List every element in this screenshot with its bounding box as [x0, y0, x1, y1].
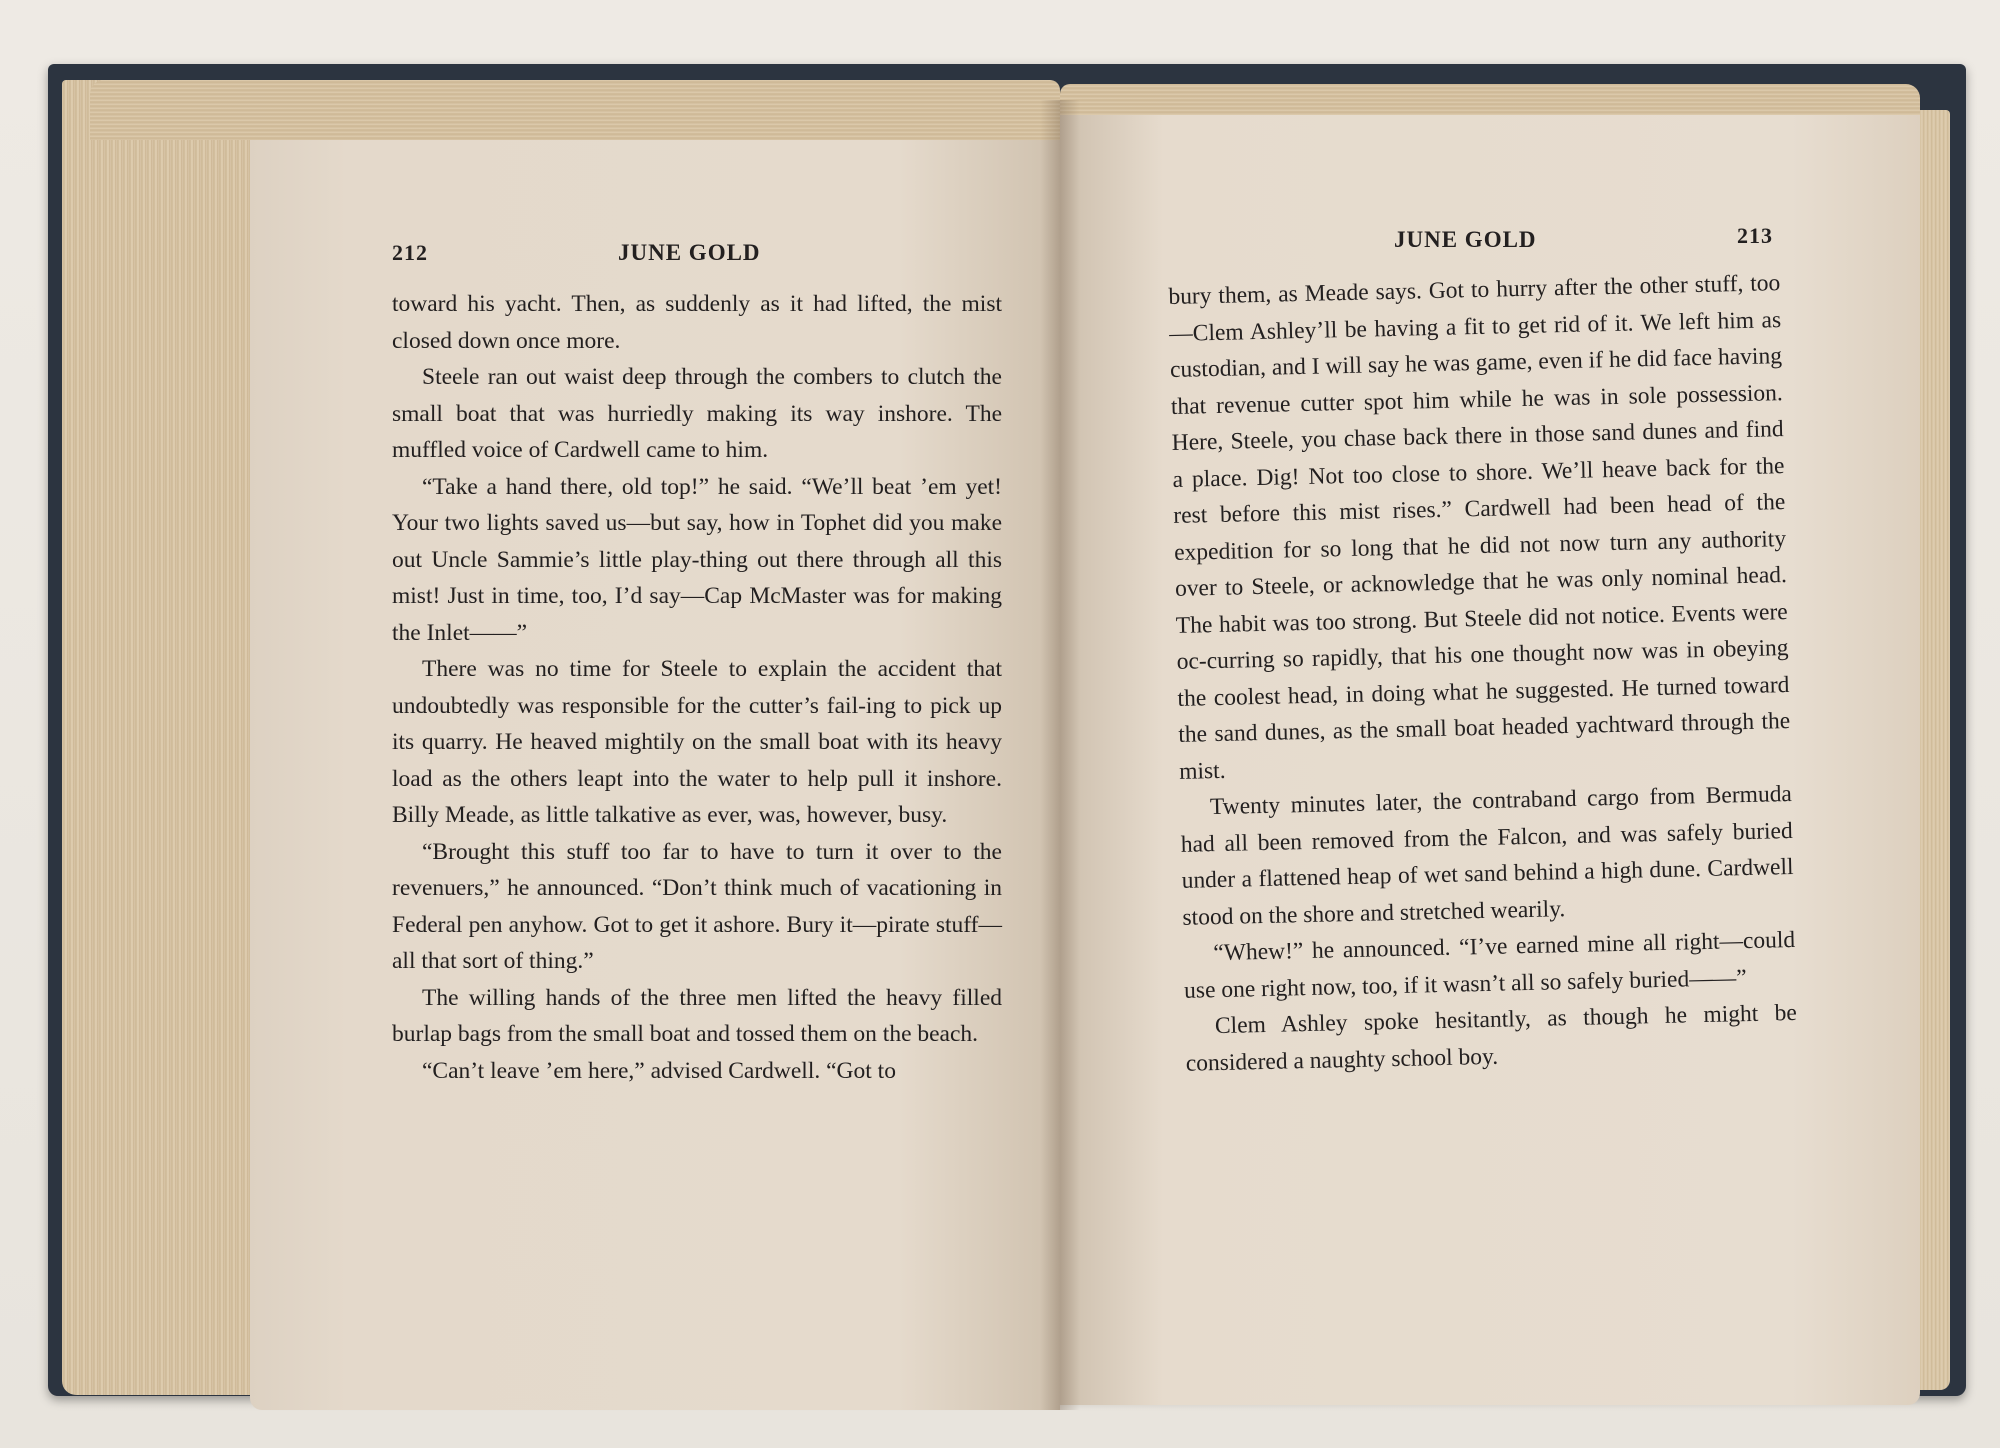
paragraph: Clem Ashley spoke hesitantly, as though he might be considered a naughty school boy.: [1185, 999, 1798, 1077]
right-page-number: 213: [1737, 223, 1773, 248]
paragraph: “Take a hand there, old top!” he said. “We’ll beat ’em yet! Your two lights saved us—but say, how in Tophet did you make out Uncle Sammie’s little play-thing out there through all this mist! Just in time, too, I’d say—Cap McMaster was for making the Inlet——”: [392, 473, 1002, 646]
left-running-head: JUNE GOLD: [618, 240, 761, 265]
page-top-edge-right: [1060, 84, 1920, 118]
paragraph: “Brought this stuff too far to have to turn it over to the revenuers,” he announced. “Don’t think much of vacationing in Federal pen anyhow. Got to get it ashore. Bury it—pirate stuff—all that sort of thing.”: [392, 838, 1002, 974]
left-page-text: [392, 286, 1002, 1089]
right-page: [1060, 115, 1920, 1405]
paragraph: There was no time for Steele to explain the accident that undoubtedly was responsible for the cutter’s fail-ing to pick up its quarry. He heaved mightily on the small boat with its heavy load as the others leapt into the water to help pull it inshore. Billy Meade, as little talkative as ever, was, however, busy.: [392, 656, 1002, 828]
page-block-edge-left: [62, 80, 262, 1395]
paragraph: bury them, as Meade says. Got to hurry after the other stuff, too—Clem Ashley’ll be having a fit to get rid of it. We left him as custodian, and I will say he was game, even if he did face having that revenue cutter spot him while he was in sole possession. Here, Steele, you chase back there in those sand dunes and find a place. Dig! Not too close to shore. We’ll heave back for the rest before this mist rises.” Cardwell had been head of the expedition for so long that he did not now turn any authority over to Steele, or acknowledge that he was only nominal head. The habit was too strong. But Steele did not notice. Events were oc-curring so rapidly, that his one thought now was in obeying the coolest head, in doing what he suggested. He turned toward the sand dunes, as the small boat headed yachtward through the mist.: [1168, 270, 1791, 785]
paragraph: Twenty minutes later, the contraband cargo from Bermuda had all been removed from the Falcon, and was safely buried under a flattened heap of wet sand behind a high dune. Cardwell stood on the shore and stretched wearily.: [1180, 780, 1794, 931]
paragraph: “Can’t leave ’em here,” advised Cardwell. “Got to: [422, 1057, 896, 1084]
right-running-head: JUNE GOLD: [1394, 227, 1537, 252]
paragraph: The willing hands of the three men lifted the heavy filled burlap bags from the small boat and tossed them on the beach.: [392, 984, 1002, 1047]
right-page-text: [1168, 265, 1798, 1082]
paragraph: “Whew!” he announced. “I’ve earned mine all right—could use one right now, too, if it wasn’t all so safely buried——”: [1183, 926, 1796, 1004]
book-gutter: [1040, 100, 1080, 1410]
page-top-edge-left: [90, 80, 1060, 140]
paragraph: toward his yacht. Then, as suddenly as it had lifted, the mist closed down once more.: [392, 291, 1002, 354]
left-page-number: 212: [392, 240, 428, 265]
left-page: [250, 140, 1060, 1410]
paragraph: Steele ran out waist deep through the combers to clutch the small boat that was hurriedly making its way inshore. The muffled voice of Cardwell came to him.: [392, 364, 1002, 463]
